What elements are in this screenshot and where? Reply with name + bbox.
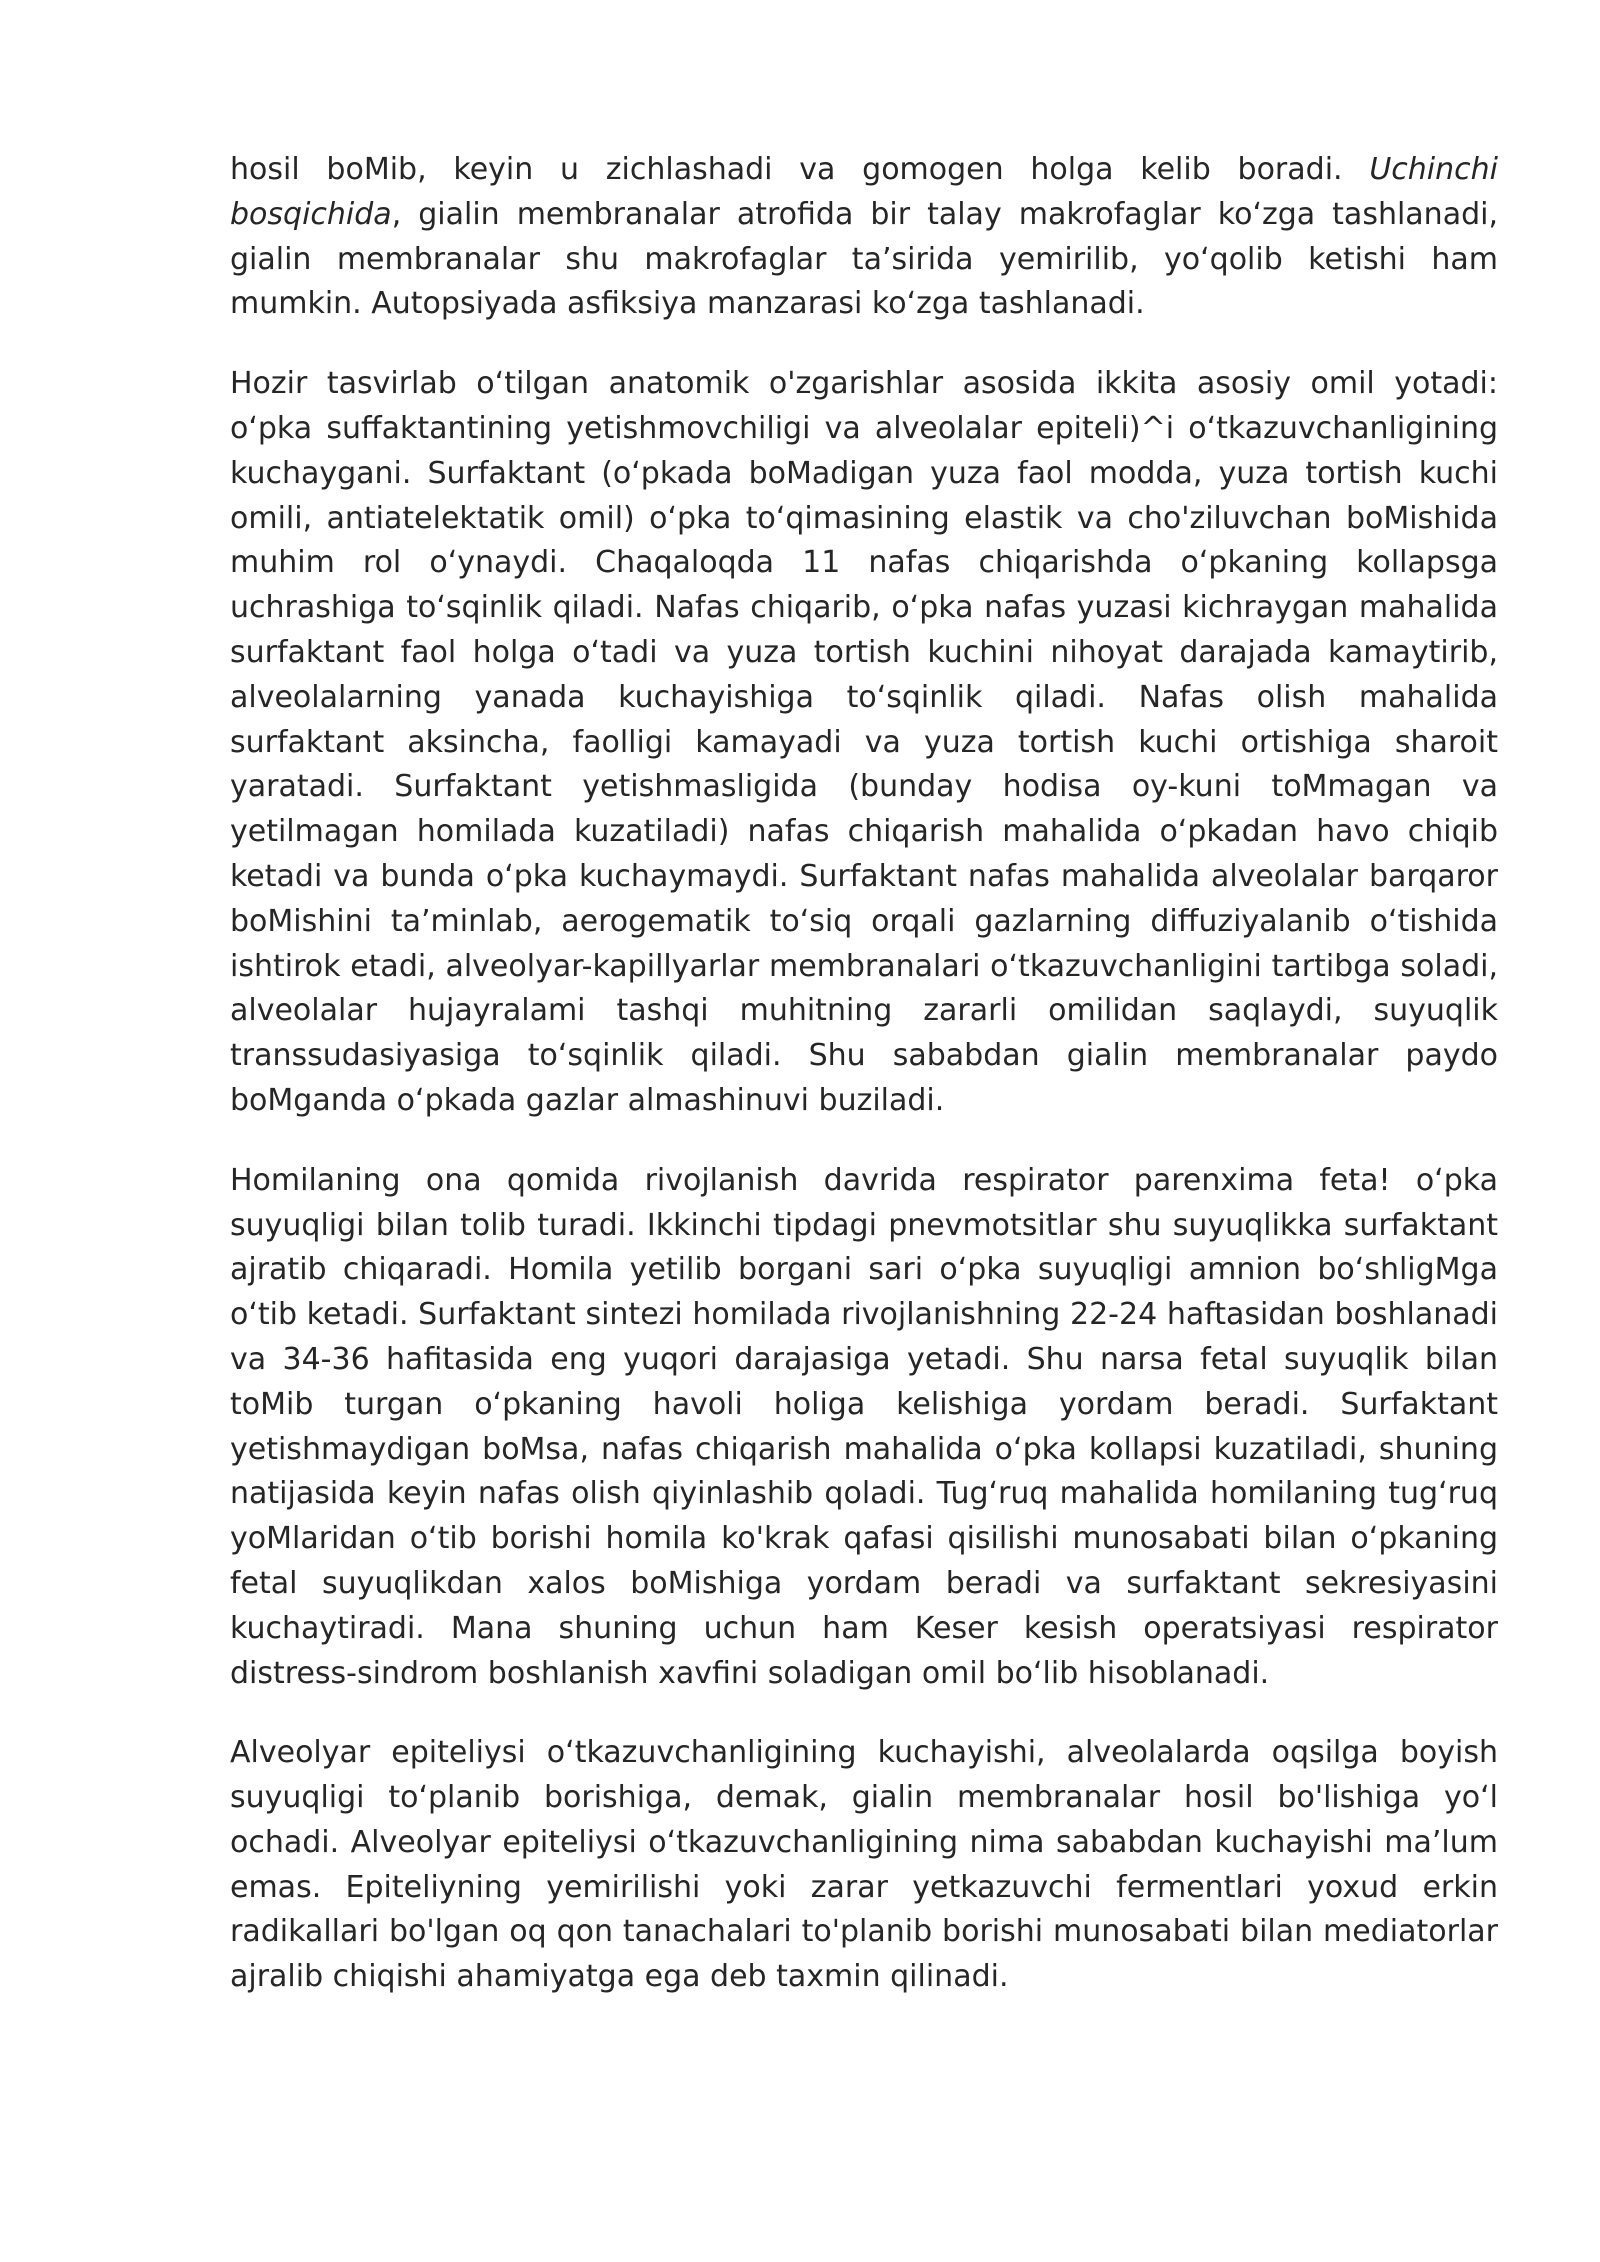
document-page — [230, 148, 1498, 2035]
paragraph-1-lead: hosil boMib, keyin u zichlashadi va gomogen holga kelib boradi. — [230, 152, 1370, 187]
paragraph-1-italic-term: Uchinchi bosqichida — [230, 152, 1498, 232]
paragraph-1 — [230, 148, 1498, 327]
paragraph-4: Alveolyar epiteliysi o‘tkazuvchanligining kuchayishi, alveolalarda oqsilga boyish suyuqligi to‘planib borishiga, demak, gialin membranalar hosil bo'lishiga yo‘l ochadi. Alveolyar epiteliysi o‘tkazuvchanligining nima sababdan kuchayishi ma’lum emas. Epiteliyning yemirilishi yoki zarar yetkazuvchi fermentlari yoxud erkin radikallari bo'lgan oq qon tanachalari to'planib borishi munosabati bilan mediatorlar ajralib chiqishi ahamiyatga ega deb taxmin qilinadi. — [230, 1735, 1498, 1995]
paragraph-2: Hozir tasvirlab o‘tilgan anatomik o'zgarishlar asosida ikkita asosiy omil yotadi: o‘pka suffaktantining yetishmovchiligi va alveolalar epiteli)^i o‘tkazuvchanligining kuchaygani. Surfaktant (o‘pkada boMadigan yuza faol modda, yuza tortish kuchi omili, antiatelektatik omil) o‘pka to‘qimasining elastik va cho'ziluvchan boMishida muhim rol o‘ynaydi. Chaqaloqda 11 nafas chiqarishda o‘pkaning kollapsga uchrashiga to‘sqinlik qiladi. Nafas chiqarib, o‘pka nafas yuzasi kichraygan mahalida surfaktant faol holga o‘tadi va yuza tortish kuchini nihoyat darajada kamaytirib, alveolalarning yanada kuchayishiga to‘sqinlik qiladi. Nafas olish mahalida surfaktant aksincha, faolligi kamayadi va yuza tortish kuchi ortishiga sharoit yaratadi. Surfaktant yetishmasligida (bunday hodisa oy-kuni toMmagan va yetilmagan homilada kuzatiladi) nafas chiqarish mahalida o‘pkadan havo chiqib ketadi va bunda o‘pka kuchaymaydi. Surfaktant nafas mahalida alveolalar barqaror boMishini ta’minlab, aerogematik to‘siq orqali gazlarning diffuziyalanib o‘tishida ishtirok etadi, alveolyar-kapillyarlar membranalari o‘tkazuvchanligini tartibga soladi, alveolalar hujayralami tashqi muhitning zararli omilidan saqlaydi, suyuqlik transsudasiyasiga to‘sqinlik qiladi. Shu sababdan gialin membranalar paydo boMganda o‘pkada gazlar almashinuvi buziladi. — [230, 366, 1498, 1118]
paragraph-3: Homilaning ona qomida rivojlanish davrida respirator parenxima feta! o‘pka suyuqligi bilan tolib turadi. Ikkinchi tipdagi pnevmotsitlar shu suyuqlikka surfaktant ajratib chiqaradi. Homila yetilib borgani sari o‘pka suyuqligi amnion bo‘shligMga o‘tib ketadi. Surfaktant sintezi homilada rivojlanishning 22-24 haftasidan boshlanadi va 34-36 hafitasida eng yuqori darajasiga yetadi. Shu narsa fetal suyuqlik bilan toMib turgan o‘pkaning havoli holiga kelishiga yordam beradi. Surfaktant yetishmaydigan boMsa, nafas chiqarish mahalida o‘pka kollapsi kuzatiladi, shuning natijasida keyin nafas olish qiyinlashib qoladi. Tug‘ruq mahalida homilaning tug‘ruq yoMlaridan o‘tib borishi homila ko'krak qafasi qisilishi munosabati bilan o‘pkaning fetal suyuqlikdan xalos boMishiga yordam beradi va surfaktant sekresiyasini kuchaytiradi. Mana shuning uchun ham Keser kesish operatsiyasi respirator distress-sindrom boshlanish xavfini soladigan omil bo‘lib hisoblanadi. — [230, 1162, 1498, 1691]
paragraph-1-rest: , gialin membranalar atrofida bir talay makrofaglar ko‘zga tashlanadi, gialin membranalar shu makrofaglar ta’sirida yemirilib, yo‘qolib ketishi ham mumkin. Autopsiyada asfiksiya manzarasi ko‘zga tashlanadi. — [230, 196, 1498, 322]
